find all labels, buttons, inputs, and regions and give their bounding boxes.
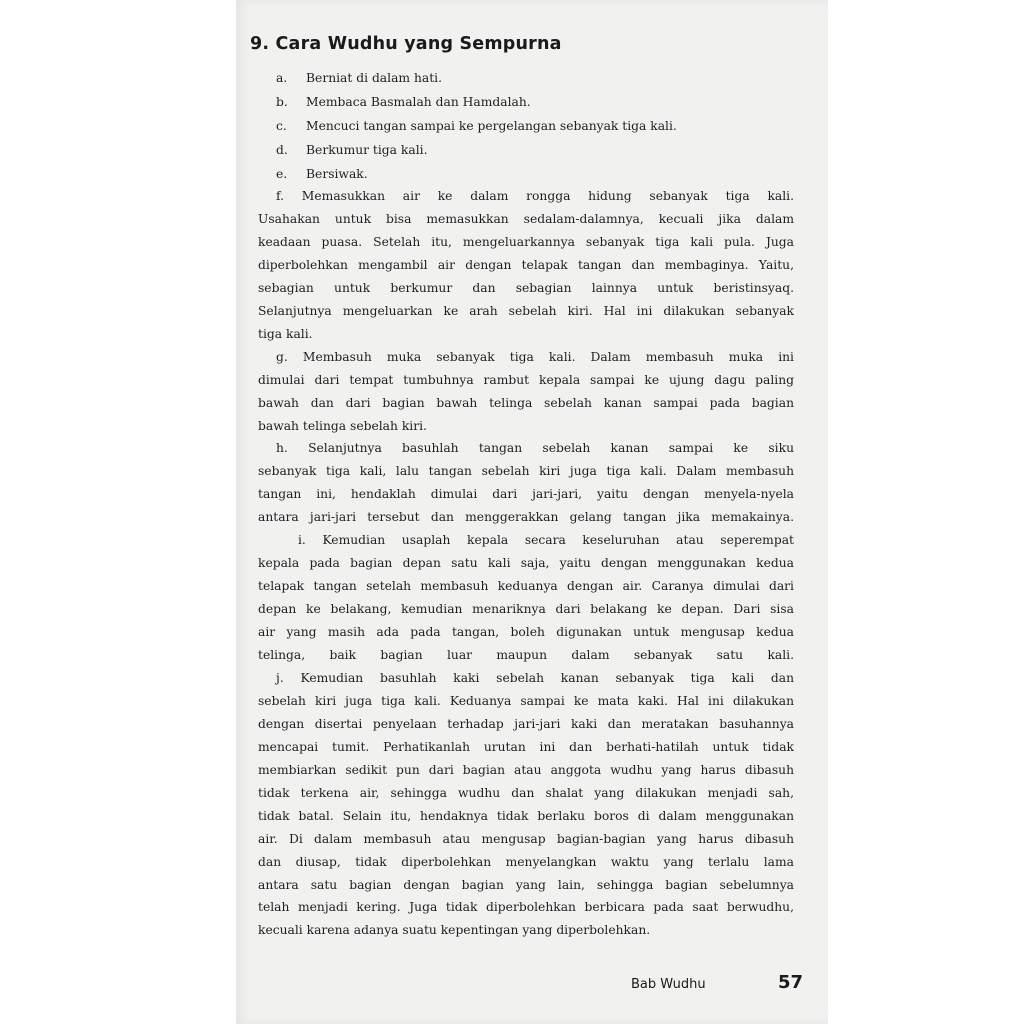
list-text: Membaca Basmalah dan Hamdalah.: [306, 95, 531, 109]
body-line: sebanyak tiga kali, lalu tangan sebelah kiri juga tiga kali. Dalam membasuh: [258, 464, 794, 478]
body-line: keadaan puasa. Setelah itu, mengeluarkannya sebanyak tiga kali pula. Juga: [258, 235, 794, 249]
body-line: mencapai tumit. Perhatikanlah urutan ini dan berhati-hatilah untuk tidak: [258, 740, 794, 754]
list-letter: b.: [276, 95, 288, 109]
list-letter: e.: [276, 167, 288, 181]
body-line: kepala pada bagian depan satu kali saja, yaitu dengan menggunakan kedua: [258, 556, 794, 570]
body-line: i. Kemudian usaplah kepala secara keseluruhan atau seperempat: [298, 533, 794, 547]
body-line: dimulai dari tempat tumbuhnya rambut kepala sampai ke ujung dagu paling: [258, 373, 794, 387]
body-line: j. Kemudian basuhlah kaki sebelah kanan sebanyak tiga kali dan: [276, 671, 794, 685]
list-letter: d.: [276, 143, 288, 157]
body-line: g. Membasuh muka sebanyak tiga kali. Dalam membasuh muka ini: [276, 350, 794, 364]
body-line: dan diusap, tidak diperbolehkan menyelangkan waktu yang terlalu lama: [258, 855, 794, 869]
list-letter: a.: [276, 71, 288, 85]
body-line: tiga kali.: [258, 327, 313, 341]
body-line: antara satu bagian dengan bagian yang lain, sehingga bagian sebelumnya: [258, 878, 794, 892]
list-text: Berniat di dalam hati.: [306, 71, 443, 85]
list-text: Berkumur tiga kali.: [306, 143, 428, 157]
section-heading: 9. Cara Wudhu yang Sempurna: [250, 34, 562, 54]
list-text: Bersiwak.: [306, 167, 368, 181]
body-line: tidak batal. Selain itu, hendaknya tidak berlaku boros di dalam menggunakan: [258, 809, 794, 823]
list-item-d: [276, 142, 427, 158]
body-line: Usahakan untuk bisa memasukkan sedalam-dalamnya, kecuali jika dalam: [258, 212, 794, 226]
body-line: sebelah kiri juga tiga kali. Keduanya sampai ke mata kaki. Hal ini dilakukan: [258, 694, 794, 708]
body-line: air yang masih ada pada tangan, boleh digunakan untuk mengusap kedua: [258, 625, 794, 639]
book-page: [236, 0, 828, 1024]
footer-chapter-title: Bab Wudhu: [631, 977, 706, 992]
body-line: kecuali karena adanya suatu kepentingan yang diperbolehkan.: [258, 923, 651, 937]
body-line: bawah dan dari bagian bawah telinga sebelah kanan sampai pada bagian: [258, 396, 794, 410]
list-item-a: [276, 70, 442, 86]
body-line: depan ke belakang, kemudian menariknya dari belakang ke depan. Dari sisa: [258, 602, 794, 616]
body-line: tidak terkena air, sehingga wudhu dan shalat yang dilakukan menjadi sah,: [258, 786, 794, 800]
list-item-b: [276, 94, 531, 110]
body-line: f. Memasukkan air ke dalam rongga hidung sebanyak tiga kali.: [276, 189, 794, 203]
body-line: sebagian untuk berkumur dan sebagian lainnya untuk beristinsyaq.: [258, 281, 794, 295]
list-item-e: [276, 166, 368, 182]
body-line: telapak tangan setelah membasuh keduanya dengan air. Caranya dimulai dari: [258, 579, 794, 593]
body-line: h. Selanjutnya basuhlah tangan sebelah kanan sampai ke siku: [276, 441, 794, 455]
body-line: tangan ini, hendaklah dimulai dari jari-jari, yaitu dengan menyela-nyela: [258, 487, 794, 501]
page-number: 57: [778, 972, 804, 993]
body-line: membiarkan sedikit pun dari bagian atau anggota wudhu yang harus dibasuh: [258, 763, 794, 777]
list-letter: c.: [276, 119, 287, 133]
body-line: telinga, baik bagian luar maupun dalam sebanyak satu kali.: [258, 648, 794, 662]
body-line: Selanjutnya mengeluarkan ke arah sebelah kiri. Hal ini dilakukan sebanyak: [258, 304, 794, 318]
body-line: diperbolehkan mengambil air dengan telapak tangan dan membaginya. Yaitu,: [258, 258, 794, 272]
body-line: dengan disertai penyelaan terhadap jari-jari kaki dan meratakan basuhannya: [258, 717, 794, 731]
body-line: telah menjadi kering. Juga tidak diperbolehkan berbicara pada saat berwudhu,: [258, 900, 794, 914]
body-line: antara jari-jari tersebut dan menggerakkan gelang tangan jika memakainya.: [258, 510, 794, 524]
body-line: bawah telinga sebelah kiri.: [258, 419, 427, 433]
list-item-c: [276, 118, 677, 134]
list-text: Mencuci tangan sampai ke pergelangan sebanyak tiga kali.: [306, 119, 677, 133]
body-line: air. Di dalam membasuh atau mengusap bagian-bagian yang harus dibasuh: [258, 832, 794, 846]
